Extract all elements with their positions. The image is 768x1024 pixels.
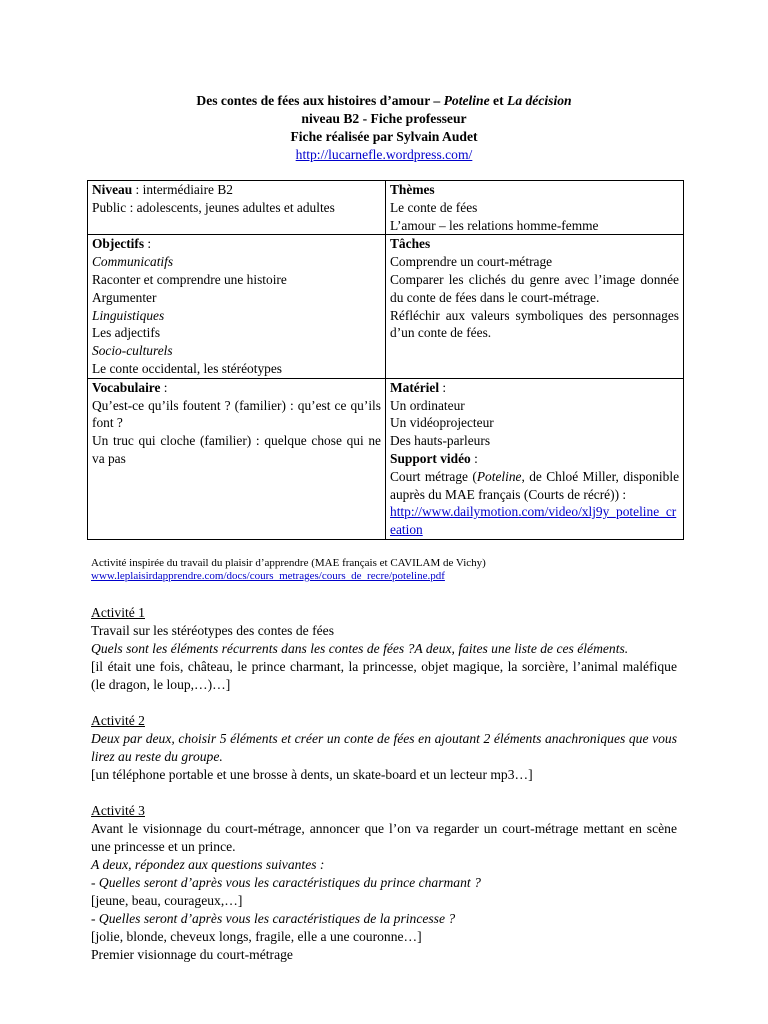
socio-heading: Socio-culturels xyxy=(92,343,173,359)
table-row xyxy=(88,181,684,235)
taches-label: Tâches xyxy=(390,236,431,252)
linguistiques-heading: Linguistiques xyxy=(92,307,165,323)
objectifs-cell: Objectifs : Communicatifs Raconter et comprendre une histoire Argumenter Linguistiques Les adjectifs Socio-culturels Le conte occidental, les stéréotypes xyxy=(88,235,386,378)
activity-3-answer-1: [jeune, beau, courageux,…] xyxy=(91,893,243,908)
vocab-item: Un truc qui cloche (familier) : quelque chose qui ne va pas xyxy=(92,433,381,466)
objective-item: Le conte occidental, les stéréotypes xyxy=(92,360,282,376)
theme-item: L’amour – les relations homme-femme xyxy=(390,217,599,233)
table-row xyxy=(88,235,684,378)
level-line: niveau B2 - Fiche professeur xyxy=(301,111,467,126)
activity-3-instruction: A deux, répondez aux questions suivantes : xyxy=(91,857,325,872)
task-item: Comprendre un court-métrage xyxy=(390,254,553,270)
activity-2-question: Deux par deux, choisir 5 éléments et créer un conte de fées en ajoutant 2 éléments anachroniques que vous lirez au reste du groupe. xyxy=(91,731,677,764)
vocab-item: Qu’est-ce qu’ils foutent ? (familier) : qu’est ce qu’ils font ? xyxy=(92,397,381,431)
material-item: Des hauts-parleurs xyxy=(390,433,491,449)
niveau-label: Niveau xyxy=(92,182,133,197)
vocabulaire-label: Vocabulaire xyxy=(92,379,161,395)
themes-cell xyxy=(386,181,684,235)
materiel-label: Matériel xyxy=(390,379,440,395)
blog-link[interactable]: http://lucarnefle.wordpress.com/ xyxy=(295,147,473,162)
activity-3-question-2: - Quelles seront d’après vous les caractéristiques de la princesse ? xyxy=(91,911,456,926)
document-title: Des contes de fées aux histoires d’amour – Poteline et La décision xyxy=(196,93,572,108)
activity-3-title: Activité 3 xyxy=(91,803,145,818)
themes-label: Thèmes xyxy=(390,182,435,197)
table-row xyxy=(88,378,684,539)
activities-section xyxy=(91,604,677,964)
support-text: Court métrage (Poteline, de Chloé Miller, disponible auprès du MAE français (Courts de récré)) : xyxy=(390,468,680,502)
material-item: Un ordinateur xyxy=(390,397,465,413)
material-item: Un vidéoprojecteur xyxy=(390,415,494,431)
document-header xyxy=(0,92,768,164)
communicatifs-heading: Communicatifs xyxy=(92,254,174,270)
activity-1-title: Activité 1 xyxy=(91,605,145,620)
activity-1-question: Quels sont les éléments récurrents dans les contes de fées ?A deux, faites une liste de ces éléments. xyxy=(91,641,629,656)
activity-1-answer: [il était une fois, château, le prince charmant, la princesse, objet magique, la sorcière, l’animal maléfique (le dragon, le loup,…)…] xyxy=(91,659,677,692)
theme-item: Le conte de fées xyxy=(390,199,478,215)
activity-3-question-1: - Quelles seront d’après vous les caractéristiques du prince charmant ? xyxy=(91,875,481,890)
materiel-cell: Matériel : Un ordinateur Un vidéoprojecteur Des hauts-parleurs Support vidéo : Court métrage (Poteline, de Chloé Miller, disponible auprès du MAE français (Courts de récré)) : http://www.dailymotion.com/video/xlj9y_poteline_creation xyxy=(386,378,684,539)
author-line: Fiche réalisée par Sylvain Audet xyxy=(290,129,478,144)
objective-item: Les adjectifs xyxy=(92,325,161,341)
activity-1-subtitle: Travail sur les stéréotypes des contes de fées xyxy=(91,623,334,638)
vocabulaire-cell: Vocabulaire : Qu’est-ce qu’ils foutent ? (familier) : qu’est ce qu’ils font ? Un truc qui cloche (familier) : quelque chose qui ne va pas xyxy=(88,378,386,539)
activity-3-intro: Avant le visionnage du court-métrage, annoncer que l’on va regarder un court-métrage mettant en scène une princesse et un prince. xyxy=(91,821,677,854)
source-link[interactable]: www.leplaisirdapprendre.com/docs/cours_metrages/cours_de_recre/poteline.pdf xyxy=(91,570,445,582)
objectifs-label: Objectifs xyxy=(92,236,145,252)
activity-2-answer: [un téléphone portable et une brosse à dents, un skate-board et un lecteur mp3…] xyxy=(91,767,533,782)
source-note-text: Activité inspirée du travail du plaisir d’apprendre (MAE français et CAVILAM de Vichy) xyxy=(91,557,486,569)
task-item: Réfléchir aux valeurs symboliques des personnages d’un conte de fées. xyxy=(390,307,679,341)
activity-3-last: Premier visionnage du court-métrage xyxy=(91,947,293,962)
niveau-cell: Niveau : intermédiaire B2 Public : adolescents, jeunes adultes et adultes xyxy=(88,181,386,235)
objective-item: Raconter et comprendre une histoire xyxy=(92,271,287,287)
video-link[interactable]: http://www.dailymotion.com/video/xlj9y_poteline_creation xyxy=(390,504,677,538)
task-item: Comparer les clichés du genre avec l’image donnée du conte de fées dans le court-métrage. xyxy=(390,271,679,305)
taches-cell xyxy=(386,235,684,378)
activity-3-answer-2: [jolie, blonde, cheveux longs, fragile, elle a une couronne…] xyxy=(91,929,422,944)
public-text: Public : adolescents, jeunes adultes et adultes xyxy=(92,199,335,215)
source-note xyxy=(91,557,691,583)
support-label: Support vidéo xyxy=(390,450,471,466)
activity-2-title: Activité 2 xyxy=(91,713,145,728)
info-table xyxy=(87,180,684,540)
objective-item: Argumenter xyxy=(92,289,157,305)
